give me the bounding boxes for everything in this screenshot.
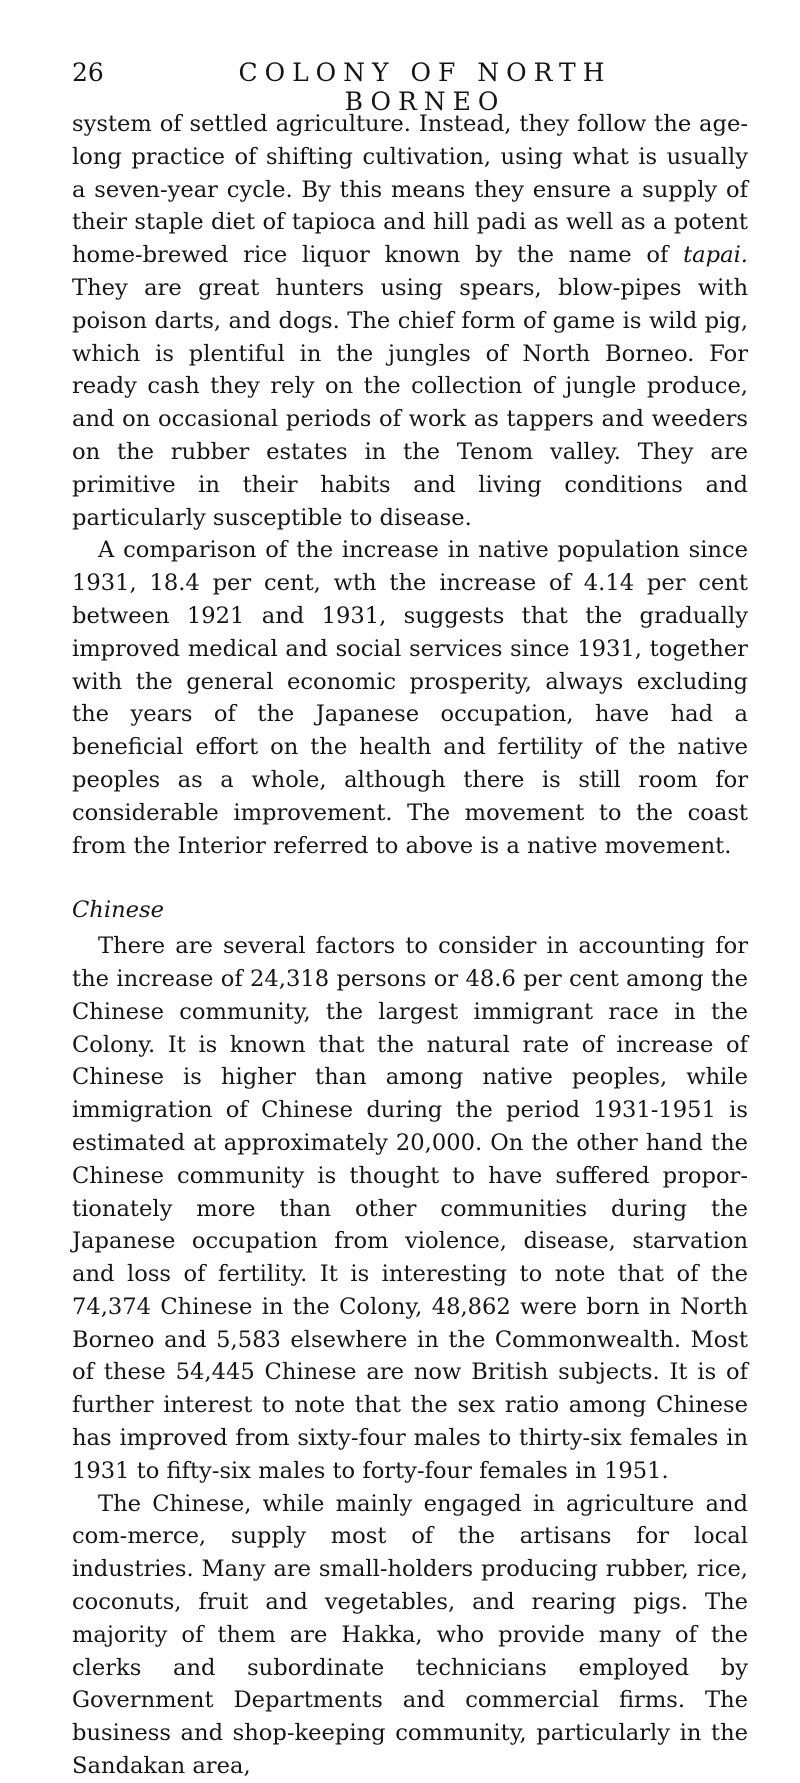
paragraph-text: They are great hunters using spears, blow-pipes with poison darts, and dogs. The chief form of game is wild pig, which is plentiful in the jungles of North Borneo. For ready cash they rely on the collection of jungle produce, and on occasional periods of work as tappers and weeders on the rubber estates in the Tenom valley. They are primitive in their habits and living conditions and particularly susceptible to disease. — [72, 274, 748, 531]
running-title: COLONY OF NORTH BORNEO — [238, 58, 612, 116]
page-number: 26 — [72, 58, 104, 87]
italic-term-tapai: tapai. — [683, 242, 748, 269]
paragraph-chinese-occupations: The Chinese, while mainly engaged in agriculture and com-merce, supply most of the artisans for local industries. Many are small-holders producing rubber, rice, coconuts, fruit and vegetables, and rearing pigs. The majority of them are Hakka, who provide many of the clerks and subordinate technicians employed by Government Departments and commercial firms. The business and shop-keeping community, particularly in the Sandakan area, — [72, 1490, 748, 1780]
page-header — [72, 58, 748, 116]
section-heading-chinese: Chinese — [72, 897, 164, 924]
paragraph-population-comparison: A comparison of the increase in native population since 1931, 18.4 per cent, wth the increase of 4.14 per cent between 1921 and 1931, suggests that the gradually improved medical and social services since 1931, together with the general economic prosperity, always excluding the years of the Japanese occupation, have had a beneficial effort on the health and fertility of the native peoples as a whole, although there is still room for considerable improvement. The movement to the coast from the Interior referred to above is a native movement. — [72, 537, 748, 859]
paragraph-text: system of settled agriculture. Instead, they follow the age-long practice of shifting cultivation, using what is usually a seven-year cycle. By this means they ensure a supply of their staple diet of tapioca and hill padi as well as a potent home-brewed rice liquor known by the name of — [72, 111, 748, 269]
paragraph-shifting-cultivation — [72, 108, 748, 534]
paragraph-chinese-increase: There are several factors to consider in accounting for the increase of 24,318 persons or 48.6 per cent among the Chinese community, the largest immigrant race in the Colony. It is known that the natural rate of increase of Chinese is higher than among native peoples, while immigration of Chinese during the period 1931-1951 is estimated at approximately 20,000. On the other hand the Chinese community is thought to have suffered propor-tionately more than other communities during the Japanese occupation from violence, disease, starvation and loss of fertility. It is interesting to note that of the 74,374 Chinese in the Colony, 48,862 were born in North Borneo and 5,583 elsewhere in the Commonwealth. Most of these 54,445 Chinese are now British subjects. It is of further interest to note that the sex ratio among Chinese has improved from sixty-four males to thirty-six females in 1931 to fifty-six males to forty-four females in 1951. — [72, 933, 748, 1484]
body-text — [72, 108, 748, 1783]
